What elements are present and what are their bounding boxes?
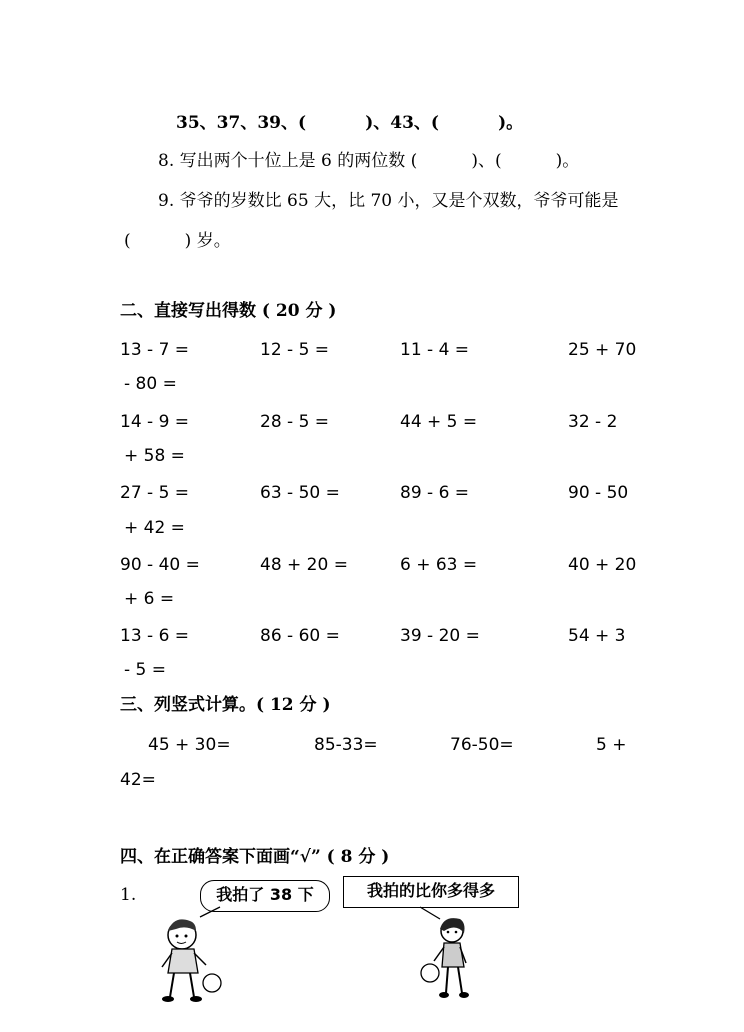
question-1-label: 1. <box>120 885 137 905</box>
question-8: 8. 写出两个十位上是 6 的两位数 ( )、( )。 <box>158 151 580 171</box>
calc-continuation: + 42 = <box>124 518 185 538</box>
calc-item: 11 - 4 = <box>400 340 470 360</box>
sequence-question: 35、37、39、( )、43、( )。 <box>176 113 524 133</box>
calc-item: 48 + 20 = <box>260 555 348 575</box>
vertical-calc-item: 85-33= <box>314 735 378 755</box>
calc-item: 6 + 63 = <box>400 555 478 575</box>
calc-item: 14 - 9 = <box>120 412 190 432</box>
calc-item: 89 - 6 = <box>400 483 470 503</box>
boy-speech-bubble: 我拍了 38 下 <box>200 880 330 912</box>
calc-continuation: + 58 = <box>124 446 185 466</box>
calc-item: 63 - 50 = <box>260 483 340 503</box>
vertical-calc-item: 76-50= <box>450 735 514 755</box>
calc-row <box>0 553 744 577</box>
section-3-title: 三、列竖式计算。( 12 分 ) <box>120 695 331 715</box>
calc-item: 13 - 6 = <box>120 626 190 646</box>
boy-bouncing-ball-illustration <box>150 905 240 1005</box>
vertical-calc-item: 5 + <box>596 735 627 755</box>
calc-continuation: - 5 = <box>124 660 167 680</box>
calc-item: 90 - 50 <box>568 483 629 503</box>
girl-bouncing-ball-illustration <box>410 905 490 1005</box>
section-2-title: 二、直接写出得数 ( 20 分 ) <box>120 301 337 321</box>
calc-item: 86 - 60 = <box>260 626 340 646</box>
calc-continuation: + 6 = <box>124 589 175 609</box>
vertical-calc-item: 45 + 30= <box>148 735 231 755</box>
vertical-calc-row <box>0 733 744 757</box>
calc-item: 13 - 7 = <box>120 340 190 360</box>
calc-item: 40 + 20 <box>568 555 637 575</box>
calc-item: 25 + 70 <box>568 340 637 360</box>
calc-row <box>0 481 744 505</box>
calc-row <box>0 410 744 434</box>
question-9-line2: ( ) 岁。 <box>124 231 231 251</box>
calc-item: 28 - 5 = <box>260 412 330 432</box>
section-4-title: 四、在正确答案下面画“√” ( 8 分 ) <box>120 847 390 867</box>
calc-item: 27 - 5 = <box>120 483 190 503</box>
calc-continuation: - 80 = <box>124 374 177 394</box>
calc-item: 90 - 40 = <box>120 555 200 575</box>
calc-item: 32 - 2 <box>568 412 618 432</box>
calc-item: 39 - 20 = <box>400 626 480 646</box>
calc-item: 54 + 3 <box>568 626 626 646</box>
calc-row <box>0 624 744 648</box>
vertical-calc-continuation: 42= <box>120 770 156 790</box>
calc-item: 44 + 5 = <box>400 412 478 432</box>
calc-row <box>0 338 744 362</box>
girl-speech-bubble: 我拍的比你多得多 <box>343 876 519 908</box>
question-9-line1: 9. 爷爷的岁数比 65 大，比 70 小，又是个双数，爷爷可能是 <box>158 191 619 211</box>
calc-item: 12 - 5 = <box>260 340 330 360</box>
